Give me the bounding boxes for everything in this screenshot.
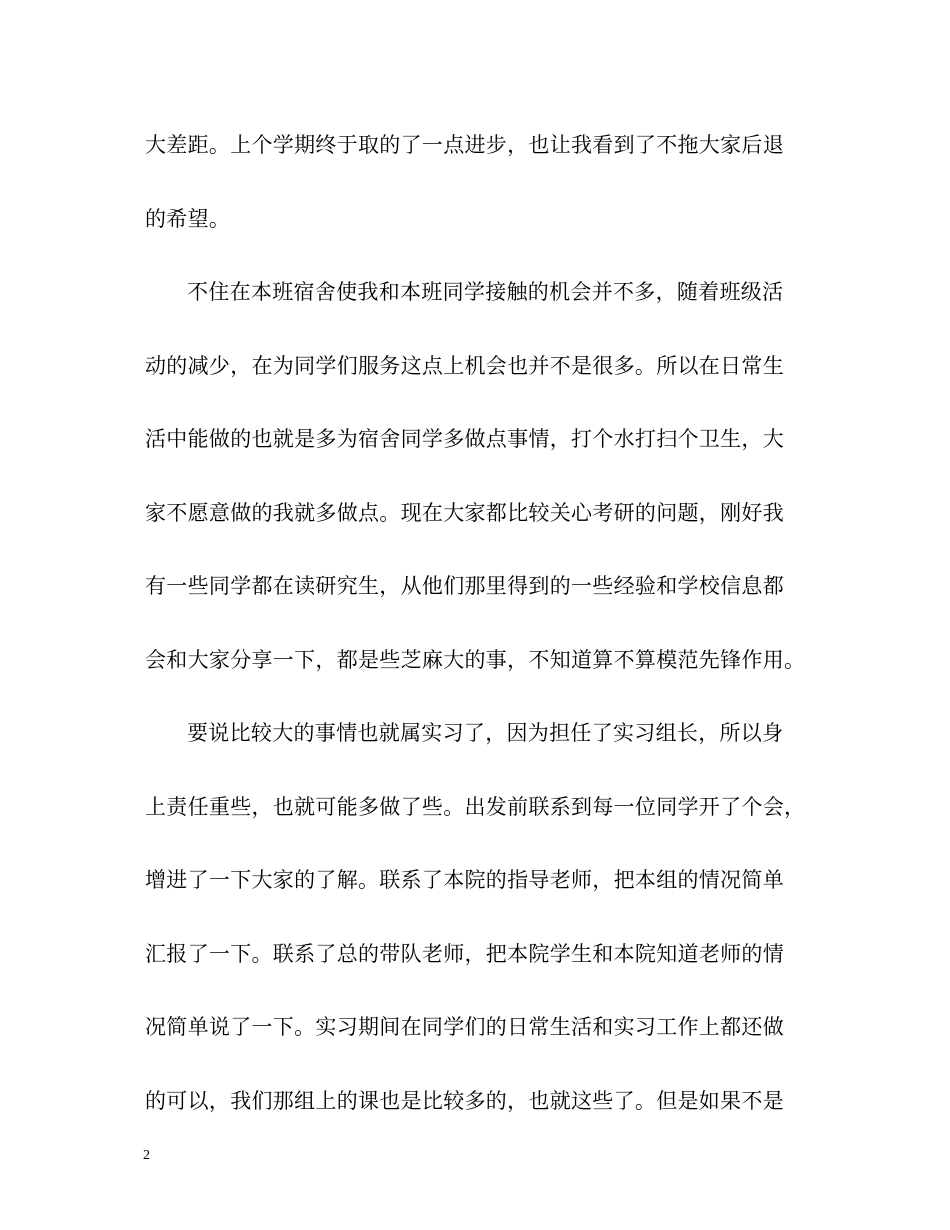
text-line: 会和大家分享一下，都是些芝麻大的事，不知道算不算模范先锋作用。 <box>145 648 806 672</box>
text-line: 的可以，我们那组上的课也是比较多的，也就这些了。但是如果不是 <box>145 1089 784 1113</box>
text-line: 的希望。 <box>145 207 231 231</box>
text-line: 家不愿意做的我就多做点。现在大家都比较关心考研的问题，刚好我 <box>145 501 784 525</box>
text-line: 活中能做的也就是多为宿舍同学多做点事情，打个水打扫个卫生，大 <box>145 427 784 451</box>
text-line: 大差距。上个学期终于取的了一点进步，也让我看到了不拖大家后退 <box>145 133 784 157</box>
text-line: 况简单说了一下。实习期间在同学们的日常生活和实习工作上都还做 <box>145 1015 784 1039</box>
text-line: 有一些同学都在读研究生，从他们那里得到的一些经验和学校信息都 <box>145 574 784 598</box>
text-line: 上责任重些，也就可能多做了些。出发前联系到每一位同学开了个会， <box>145 795 806 819</box>
paragraph-start-line: 要说比较大的事情也就属实习了，因为担任了实习组长，所以身 <box>187 721 784 745</box>
paragraph-start-line: 不住在本班宿舍使我和本班同学接触的机会并不多，随着班级活 <box>187 280 784 304</box>
text-line: 动的减少，在为同学们服务这点上机会也并不是很多。所以在日常生 <box>145 354 784 378</box>
page-number: 2 <box>143 1148 150 1163</box>
text-line: 汇报了一下。联系了总的带队老师，把本院学生和本院知道老师的情 <box>145 942 784 966</box>
text-line: 增进了一下大家的了解。联系了本院的指导老师，把本组的情况简单 <box>145 868 784 892</box>
